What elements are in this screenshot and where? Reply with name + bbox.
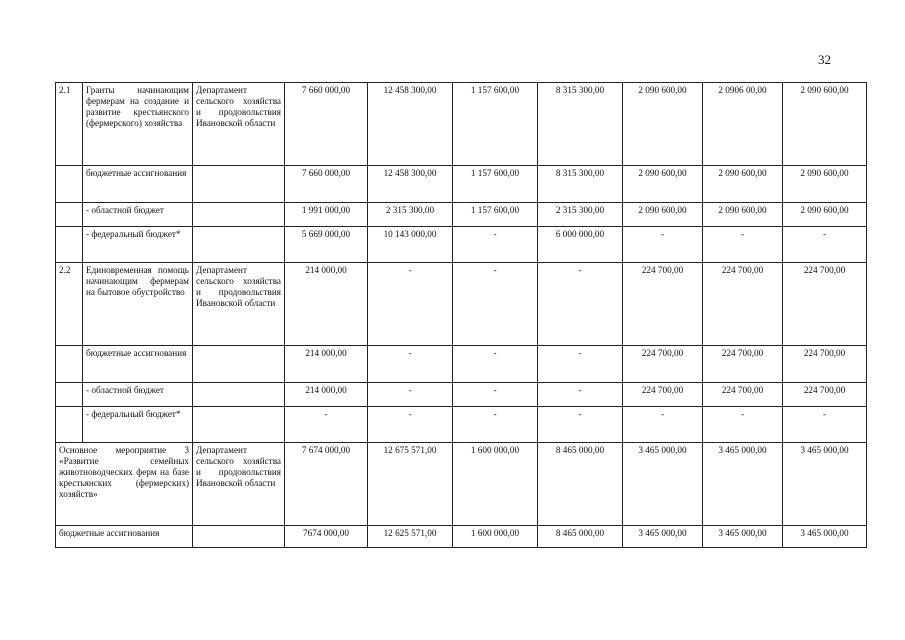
value-cell: 3 465 000,00 — [783, 443, 867, 526]
row-executor: Департамент сельского хозяйства и продовольствия Ивановской области — [193, 443, 285, 526]
value-cell: 224 700,00 — [783, 263, 867, 346]
value-cell: - — [623, 407, 703, 443]
row-executor — [193, 407, 285, 443]
value-cell: 3 465 000,00 — [623, 526, 703, 548]
row-number — [56, 346, 83, 383]
row-name: Гранты начинающим фермерам на создание и развитие крестьянского (фермерского) хозяйства — [83, 83, 193, 166]
row-executor — [193, 383, 285, 407]
table-row — [56, 83, 867, 166]
value-cell: 2 090 600,00 — [783, 203, 867, 227]
row-number — [56, 383, 83, 407]
value-cell: 1 157 600,00 — [453, 203, 538, 227]
value-cell: 6 000 000,00 — [538, 227, 623, 263]
value-cell: 224 700,00 — [623, 263, 703, 346]
row-executor: Департамент сельского хозяйства и продовольствия Ивановской области — [193, 263, 285, 346]
value-cell: 214 000,00 — [285, 263, 368, 346]
page-number: 32 — [818, 52, 831, 67]
value-cell: 224 700,00 — [783, 346, 867, 383]
table-row — [56, 526, 867, 548]
value-cell: 8 315 300,00 — [538, 83, 623, 166]
value-cell: - — [453, 346, 538, 383]
table-row — [56, 227, 867, 263]
allocations-name: бюджетные ассигнования — [56, 526, 193, 548]
value-cell: 2 090 600,00 — [623, 166, 703, 203]
row-name: - областной бюджет — [83, 383, 193, 407]
value-cell: 2 090 600,00 — [623, 83, 703, 166]
value-cell: 2 090 600,00 — [783, 83, 867, 166]
value-cell: 3 465 000,00 — [623, 443, 703, 526]
value-cell: - — [368, 383, 453, 407]
value-cell: - — [703, 407, 783, 443]
value-cell: - — [783, 407, 867, 443]
value-cell: 1 157 600,00 — [453, 83, 538, 166]
value-cell: - — [453, 263, 538, 346]
value-cell: - — [368, 263, 453, 346]
row-executor — [193, 346, 285, 383]
value-cell: 2 315 300,00 — [538, 203, 623, 227]
value-cell: 8 465 000,00 — [538, 443, 623, 526]
row-number: 2.2 — [56, 263, 83, 346]
table-row — [56, 383, 867, 407]
row-executor: Департамент сельского хозяйства и продовольствия Ивановской области — [193, 83, 285, 166]
row-executor — [193, 166, 285, 203]
value-cell: 7 660 000,00 — [285, 83, 368, 166]
value-cell: 12 458 300,00 — [368, 83, 453, 166]
value-cell: - — [783, 227, 867, 263]
row-number: 2.1 — [56, 83, 83, 166]
value-cell: - — [623, 227, 703, 263]
row-name: - областной бюджет — [83, 203, 193, 227]
value-cell: 3 465 000,00 — [703, 443, 783, 526]
main-event-name: Основное мероприятие 3 «Развитие семейных животноводческих ферм на базе крестьянских (фермерских) хозяйств» — [56, 443, 193, 526]
value-cell: 7674 000,00 — [285, 526, 368, 548]
row-number — [56, 407, 83, 443]
value-cell: - — [538, 407, 623, 443]
value-cell: 2 0906 00,00 — [703, 83, 783, 166]
value-cell: 12 675 571,00 — [368, 443, 453, 526]
row-name: бюджетные ассигнования — [83, 166, 193, 203]
budget-table — [55, 82, 867, 548]
value-cell: 2 090 600,00 — [623, 203, 703, 227]
value-cell: 214 000,00 — [285, 383, 368, 407]
row-name: - федеральный бюджет* — [83, 227, 193, 263]
value-cell: 224 700,00 — [783, 383, 867, 407]
value-cell: 224 700,00 — [623, 346, 703, 383]
value-cell: 12 625 571,00 — [368, 526, 453, 548]
value-cell: - — [368, 407, 453, 443]
table-row — [56, 263, 867, 346]
table-row — [56, 443, 867, 526]
row-number — [56, 203, 83, 227]
table-row — [56, 407, 867, 443]
table-row — [56, 346, 867, 383]
row-name: - федеральный бюджет* — [83, 407, 193, 443]
row-executor — [193, 203, 285, 227]
value-cell: 12 458 300,00 — [368, 166, 453, 203]
value-cell: 5 669 000,00 — [285, 227, 368, 263]
value-cell: 224 700,00 — [703, 383, 783, 407]
value-cell: - — [538, 383, 623, 407]
value-cell: 2 090 600,00 — [783, 166, 867, 203]
value-cell: 10 143 000,00 — [368, 227, 453, 263]
row-name: бюджетные ассигнования — [83, 346, 193, 383]
value-cell: - — [453, 227, 538, 263]
row-number — [56, 227, 83, 263]
value-cell: - — [453, 407, 538, 443]
value-cell: - — [538, 263, 623, 346]
value-cell: 8 465 000,00 — [538, 526, 623, 548]
table-row — [56, 203, 867, 227]
value-cell: 224 700,00 — [623, 383, 703, 407]
value-cell: 214 000,00 — [285, 346, 368, 383]
value-cell: 1 157 600,00 — [453, 166, 538, 203]
value-cell: 1 991 000,00 — [285, 203, 368, 227]
value-cell: 1 600 000,00 — [453, 526, 538, 548]
value-cell: 8 315 300,00 — [538, 166, 623, 203]
row-executor — [193, 526, 285, 548]
value-cell: 7 660 000,00 — [285, 166, 368, 203]
value-cell: 3 465 000,00 — [783, 526, 867, 548]
value-cell: 3 465 000,00 — [703, 526, 783, 548]
value-cell: - — [703, 227, 783, 263]
value-cell: 224 700,00 — [703, 263, 783, 346]
value-cell: 1 600 000,00 — [453, 443, 538, 526]
value-cell: 2 315 300,00 — [368, 203, 453, 227]
value-cell: 2 090 600,00 — [703, 166, 783, 203]
row-executor — [193, 227, 285, 263]
row-number — [56, 166, 83, 203]
value-cell: - — [538, 346, 623, 383]
value-cell: 224 700,00 — [703, 346, 783, 383]
table-body — [56, 83, 867, 548]
value-cell: - — [453, 383, 538, 407]
value-cell: 2 090 600,00 — [703, 203, 783, 227]
table-row — [56, 166, 867, 203]
row-name: Единовременная помощь начинающим фермерам на бытовое обустройство — [83, 263, 193, 346]
value-cell: 7 674 000,00 — [285, 443, 368, 526]
value-cell: - — [285, 407, 368, 443]
value-cell: - — [368, 346, 453, 383]
